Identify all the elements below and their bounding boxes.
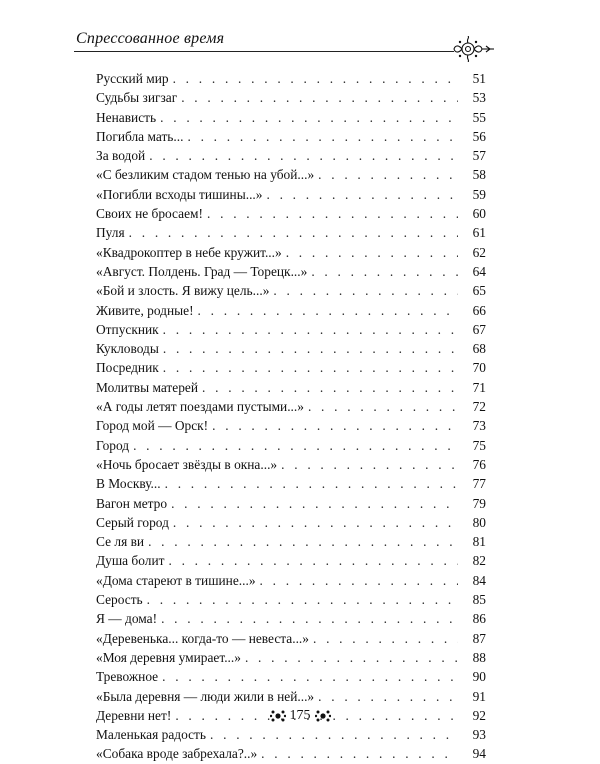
toc-entry-page: 66: [472, 302, 486, 318]
toc-entry: [96, 223, 486, 242]
toc-leader-dots: [161, 609, 458, 628]
toc-entry-page: 73: [472, 418, 486, 434]
toc-entry-title: Маленькая радость: [96, 727, 207, 743]
running-header: [74, 30, 494, 58]
toc-entry-page: 58: [472, 167, 486, 183]
toc-entry-page: 80: [472, 514, 486, 530]
toc-leader-dots: [260, 571, 458, 590]
toc-leader-dots: [308, 397, 458, 416]
table-of-contents: [96, 69, 486, 764]
toc-entry-title: Своих не бросаем!: [96, 206, 203, 222]
toc-entry: [96, 744, 486, 763]
toc-entry: [96, 455, 486, 474]
toc-entry: [96, 551, 486, 570]
toc-entry-title: «Ночь бросает звёзды в окна...»: [96, 456, 278, 472]
toc-entry-page: 60: [472, 206, 486, 222]
toc-entry-page: 71: [472, 379, 486, 395]
toc-entry: [96, 590, 486, 609]
toc-leader-dots: [207, 204, 458, 223]
toc-entry-page: 90: [472, 669, 486, 685]
toc-entry-title: Душа болит: [96, 553, 165, 569]
toc-entry-page: 51: [472, 71, 486, 86]
toc-entry-title: «Август. Полдень. Град — Торецк...»: [96, 263, 308, 279]
floral-ornament-icon: [270, 709, 286, 723]
toc-leader-dots: [171, 494, 458, 513]
toc-entry-page: 55: [472, 109, 486, 125]
toc-leader-dots: [163, 339, 458, 358]
toc-entry-title: «Квадрокоптер в небе кружит...»: [96, 244, 282, 260]
toc-entry-title: «Дома стареют в тишине...»: [96, 572, 256, 588]
toc-entry-title: В Москву...: [96, 476, 161, 492]
toc-leader-dots: [286, 243, 458, 262]
toc-leader-dots: [318, 165, 458, 184]
toc-entry: [96, 513, 486, 532]
toc-entry-page: 57: [472, 148, 486, 164]
toc-leader-dots: [162, 667, 458, 686]
toc-leader-dots: [311, 262, 458, 281]
toc-entry-title: Серость: [96, 592, 143, 608]
toc-entry-title: Отпускник: [96, 321, 159, 337]
toc-entry: [96, 185, 486, 204]
toc-entry: [96, 629, 486, 648]
toc-leader-dots: [173, 69, 458, 88]
toc-entry: [96, 416, 486, 435]
toc-leader-dots: [148, 532, 458, 551]
page-number: 175: [289, 708, 311, 723]
toc-entry: [96, 378, 486, 397]
toc-entry-title: Кукловоды: [96, 341, 159, 357]
toc-entry-page: 56: [472, 128, 486, 144]
toc-entry-page: 62: [472, 244, 486, 260]
toc-leader-dots: [198, 301, 458, 320]
toc-leader-dots: [168, 551, 458, 570]
toc-leader-dots: [202, 378, 458, 397]
toc-entry: [96, 165, 486, 184]
toc-entry-page: 70: [472, 360, 486, 376]
toc-entry: [96, 301, 486, 320]
floral-ornament-icon: [452, 36, 496, 62]
toc-entry-title: «Моя деревня умирает...»: [96, 649, 241, 665]
toc-entry: [96, 436, 486, 455]
toc-entry-page: 86: [472, 611, 486, 627]
toc-entry-title: «Деревенька... когда-то — невеста...»: [96, 630, 309, 646]
toc-entry: [96, 320, 486, 339]
toc-entry-title: Живите, родные!: [96, 302, 194, 318]
toc-entry-page: 75: [472, 437, 486, 453]
toc-entry-title: Посредник: [96, 360, 159, 376]
toc-entry-title: Вагон метро: [96, 495, 168, 511]
toc-entry-title: Молитвы матерей: [96, 379, 199, 395]
toc-entry-page: 68: [472, 341, 486, 357]
toc-leader-dots: [163, 320, 458, 339]
toc-entry: [96, 88, 486, 107]
toc-entry: [96, 204, 486, 223]
page-footer: [0, 708, 600, 730]
toc-leader-dots: [261, 744, 458, 763]
toc-entry: [96, 127, 486, 146]
toc-entry-title: Деревни нет!: [96, 707, 172, 723]
toc-entry-page: 92: [472, 707, 486, 723]
toc-entry: [96, 262, 486, 281]
toc-entry-title: Город мой — Орск!: [96, 418, 209, 434]
toc-entry-title: «Бой и злость. Я вижу цель...»: [96, 283, 270, 299]
toc-leader-dots: [149, 146, 458, 165]
toc-leader-dots: [160, 108, 458, 127]
header-rule: [74, 51, 454, 52]
toc-leader-dots: [245, 648, 458, 667]
toc-entry-title: Русский мир: [96, 71, 169, 86]
toc-entry: [96, 494, 486, 513]
toc-entry-page: 81: [472, 534, 486, 550]
toc-entry-page: 67: [472, 321, 486, 337]
toc-entry-title: «Погибли всходы тишины...»: [96, 186, 263, 202]
toc-entry: [96, 609, 486, 628]
toc-entry-page: 61: [472, 225, 486, 241]
toc-entry-page: 87: [472, 630, 486, 646]
toc-entry: [96, 339, 486, 358]
floral-ornament-icon: [315, 709, 331, 723]
toc-entry-title: Тревожное: [96, 669, 159, 685]
toc-entry-page: 88: [472, 649, 486, 665]
toc-entry-title: Ненависть: [96, 109, 157, 125]
toc-entry-page: 84: [472, 572, 486, 588]
running-header-title: Спрессованное время: [76, 30, 225, 47]
toc-leader-dots: [163, 358, 458, 377]
toc-entry-page: 77: [472, 476, 486, 492]
toc-entry: [96, 146, 486, 165]
toc-entry-page: 64: [472, 263, 486, 279]
toc-entry-page: 53: [472, 90, 486, 106]
toc-entry-page: 65: [472, 283, 486, 299]
toc-entry-title: «Собака вроде забрехала?..»: [96, 746, 258, 762]
toc-entry-page: 59: [472, 186, 486, 202]
toc-entry: [96, 243, 486, 262]
toc-entry-page: 79: [472, 495, 486, 511]
toc-entry-title: Город: [96, 437, 130, 453]
toc-entry-title: Се ля ви: [96, 534, 145, 550]
toc-entry-page: 82: [472, 553, 486, 569]
toc-entry: [96, 108, 486, 127]
toc-entry-page: 76: [472, 456, 486, 472]
toc-leader-dots: [187, 127, 458, 146]
toc-entry-page: 85: [472, 592, 486, 608]
toc-entry-title: «Была деревня — люди жили в ней...»: [96, 688, 315, 704]
toc-leader-dots: [147, 590, 458, 609]
toc-leader-dots: [273, 281, 458, 300]
toc-entry-title: За водой: [96, 148, 146, 164]
toc-entry-page: 72: [472, 399, 486, 415]
toc-entry-title: Я — дома!: [96, 611, 158, 627]
toc-entry-title: Пуля: [96, 225, 125, 241]
toc-leader-dots: [281, 455, 458, 474]
toc-entry-title: Серый город: [96, 514, 169, 530]
toc-entry: [96, 281, 486, 300]
toc-entry: [96, 474, 486, 493]
toc-entry: [96, 532, 486, 551]
toc-entry: [96, 687, 486, 706]
toc-leader-dots: [181, 88, 458, 107]
toc-entry-title: Погибла мать...: [96, 128, 184, 144]
toc-leader-dots: [212, 416, 458, 435]
toc-entry: [96, 667, 486, 686]
toc-leader-dots: [129, 223, 458, 242]
toc-leader-dots: [266, 185, 458, 204]
toc-entry: [96, 571, 486, 590]
toc-entry-title: Судьбы зигзаг: [96, 90, 178, 106]
toc-leader-dots: [313, 629, 458, 648]
toc-leader-dots: [165, 474, 458, 493]
toc-leader-dots: [173, 513, 458, 532]
toc-entry-page: 94: [472, 746, 486, 762]
toc-entry: [96, 397, 486, 416]
toc-entry-page: 93: [472, 727, 486, 743]
toc-entry-page: 91: [472, 688, 486, 704]
toc-entry: [96, 69, 486, 88]
toc-entry-title: «А годы летят поездами пустыми...»: [96, 399, 304, 415]
toc-entry-title: «С безликим стадом тенью на убой...»: [96, 167, 315, 183]
toc-entry: [96, 358, 486, 377]
toc-entry: [96, 648, 486, 667]
toc-leader-dots: [133, 436, 458, 455]
toc-leader-dots: [318, 687, 458, 706]
